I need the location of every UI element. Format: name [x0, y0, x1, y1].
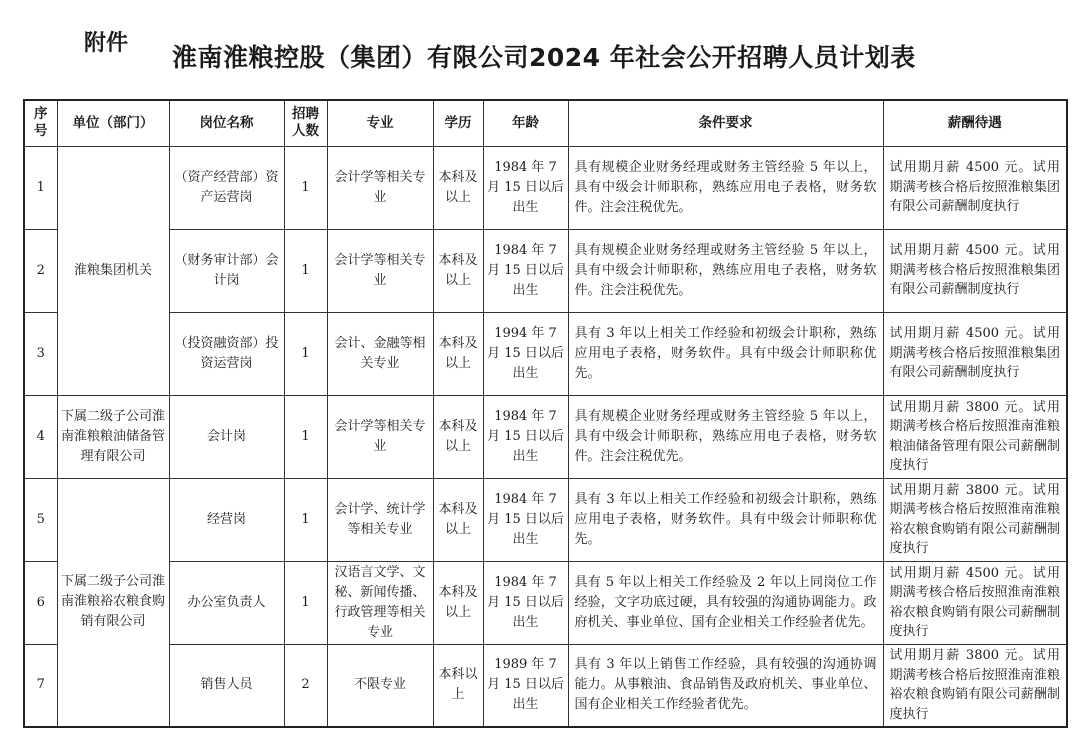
- header-age: 年龄: [483, 100, 568, 146]
- table-row: [24, 229, 1067, 312]
- cell-position: （投资融资部）投资运营岗: [169, 312, 284, 395]
- header-count: 招聘人数: [284, 100, 327, 146]
- cell-salary: 试用期月薪 3800 元。试用期满考核合格后按照淮南淮粮裕农粮食购销有限公司薪酬制度执行: [883, 644, 1067, 727]
- cell-salary: 试用期月薪 4500 元。试用期满考核合格后按照淮南淮粮裕农粮食购销有限公司薪酬制度执行: [883, 561, 1067, 644]
- cell-major: 会计学、统计学等相关专业: [327, 478, 433, 561]
- header-requirements: 条件要求: [568, 100, 883, 146]
- cell-count: 1: [284, 395, 327, 478]
- cell-education: 本科及以上: [433, 395, 483, 478]
- cell-no: 5: [24, 478, 57, 561]
- cell-requirements: 具有规模企业财务经理或财务主管经验 5 年以上，具有中级会计师职称，熟练应用电子表格，财务软件。注会注税优先。: [568, 146, 883, 229]
- header-row: [24, 100, 1067, 146]
- cell-count: 1: [284, 561, 327, 644]
- header-education: 学历: [433, 100, 483, 146]
- cell-age: 1984 年 7 月 15 日以后出生: [483, 395, 568, 478]
- cell-salary: 试用期月薪 3800 元。试用期满考核合格后按照淮南淮粮裕农粮食购销有限公司薪酬制度执行: [883, 478, 1067, 561]
- cell-position: 会计岗: [169, 395, 284, 478]
- cell-no: 1: [24, 146, 57, 229]
- table-row: [24, 312, 1067, 395]
- cell-major: 会计学等相关专业: [327, 229, 433, 312]
- cell-salary: 试用期月薪 3800 元。试用期满考核合格后按照淮南淮粮粮油储备管理有限公司薪酬制度执行: [883, 395, 1067, 478]
- recruitment-plan-table: [23, 99, 1068, 728]
- cell-position: 经营岗: [169, 478, 284, 561]
- cell-no: 2: [24, 229, 57, 312]
- cell-requirements: 具有 3 年以上相关工作经验和初级会计职称，熟练应用电子表格，财务软件。具有中级会计师职称优先。: [568, 312, 883, 395]
- cell-education: 本科及以上: [433, 229, 483, 312]
- cell-age: 1984 年 7 月 15 日以后出生: [483, 478, 568, 561]
- cell-requirements: 具有规模企业财务经理或财务主管经验 5 年以上，具有中级会计师职称，熟练应用电子表格，财务软件。注会注税优先。: [568, 229, 883, 312]
- header-salary: 薪酬待遇: [883, 100, 1067, 146]
- cell-requirements: 具有 5 年以上相关工作经验及 2 年以上同岗位工作经验，文字功底过硬，具有较强的沟通协调能力。政府机关、事业单位、国有企业相关工作经验者优先。: [568, 561, 883, 644]
- cell-count: 1: [284, 312, 327, 395]
- header-no: 序号: [24, 100, 57, 146]
- cell-no: 3: [24, 312, 57, 395]
- cell-count: 2: [284, 644, 327, 727]
- cell-salary: 试用期月薪 4500 元。试用期满考核合格后按照淮粮集团有限公司薪酬制度执行: [883, 312, 1067, 395]
- cell-unit: 淮粮集团机关: [57, 146, 169, 395]
- table-row: [24, 146, 1067, 229]
- cell-education: 本科及以上: [433, 478, 483, 561]
- cell-education: 本科及以上: [433, 312, 483, 395]
- cell-major: 会计学等相关专业: [327, 395, 433, 478]
- cell-no: 7: [24, 644, 57, 727]
- cell-education: 本科以上: [433, 644, 483, 727]
- cell-count: 1: [284, 146, 327, 229]
- cell-position: （资产经营部）资产运营岗: [169, 146, 284, 229]
- cell-position: 销售人员: [169, 644, 284, 727]
- header-major: 专业: [327, 100, 433, 146]
- table-row: [24, 478, 1067, 561]
- cell-no: 4: [24, 395, 57, 478]
- page-title: 淮南淮粮控股（集团）有限公司2024 年社会公开招聘人员计划表: [172, 43, 916, 72]
- cell-unit: 下属二级子公司淮南淮粮粮油储备管理有限公司: [57, 395, 169, 478]
- cell-salary: 试用期月薪 4500 元。试用期满考核合格后按照淮粮集团有限公司薪酬制度执行: [883, 146, 1067, 229]
- header-position: 岗位名称: [169, 100, 284, 146]
- cell-major: 不限专业: [327, 644, 433, 727]
- table-row: [24, 644, 1067, 727]
- header-unit: 单位（部门）: [57, 100, 169, 146]
- table-row: [24, 561, 1067, 644]
- cell-count: 1: [284, 229, 327, 312]
- cell-age: 1984 年 7 月 15 日以后出生: [483, 229, 568, 312]
- cell-requirements: 具有 3 年以上相关工作经验和初级会计职称，熟练应用电子表格，财务软件。具有中级会计师职称优先。: [568, 478, 883, 561]
- cell-major: 会计学等相关专业: [327, 146, 433, 229]
- cell-major: 汉语言文学、文秘、新闻传播、行政管理等相关专业: [327, 561, 433, 644]
- cell-position: （财务审计部）会计岗: [169, 229, 284, 312]
- attachment-label: 附件: [84, 31, 129, 56]
- cell-position: 办公室负责人: [169, 561, 284, 644]
- cell-salary: 试用期月薪 4500 元。试用期满考核合格后按照淮粮集团有限公司薪酬制度执行: [883, 229, 1067, 312]
- cell-requirements: 具有规模企业财务经理或财务主管经验 5 年以上，具有中级会计师职称，熟练应用电子表格，财务软件。注会注税优先。: [568, 395, 883, 478]
- cell-no: 6: [24, 561, 57, 644]
- cell-age: 1994 年 7 月 15 日以后出生: [483, 312, 568, 395]
- cell-education: 本科及以上: [433, 146, 483, 229]
- table-row: [24, 395, 1067, 478]
- cell-age: 1984 年 7 月 15 日以后出生: [483, 561, 568, 644]
- cell-age: 1989 年 7 月 15 日以后出生: [483, 644, 568, 727]
- cell-major: 会计、金融等相关专业: [327, 312, 433, 395]
- cell-education: 本科及以上: [433, 561, 483, 644]
- cell-age: 1984 年 7 月 15 日以后出生: [483, 146, 568, 229]
- cell-count: 1: [284, 478, 327, 561]
- cell-unit: 下属二级子公司淮南淮粮裕农粮食购销有限公司: [57, 478, 169, 727]
- cell-requirements: 具有 3 年以上销售工作经验，具有较强的沟通协调能力。从事粮油、食品销售及政府机关、事业单位、国有企业相关工作经验者优先。: [568, 644, 883, 727]
